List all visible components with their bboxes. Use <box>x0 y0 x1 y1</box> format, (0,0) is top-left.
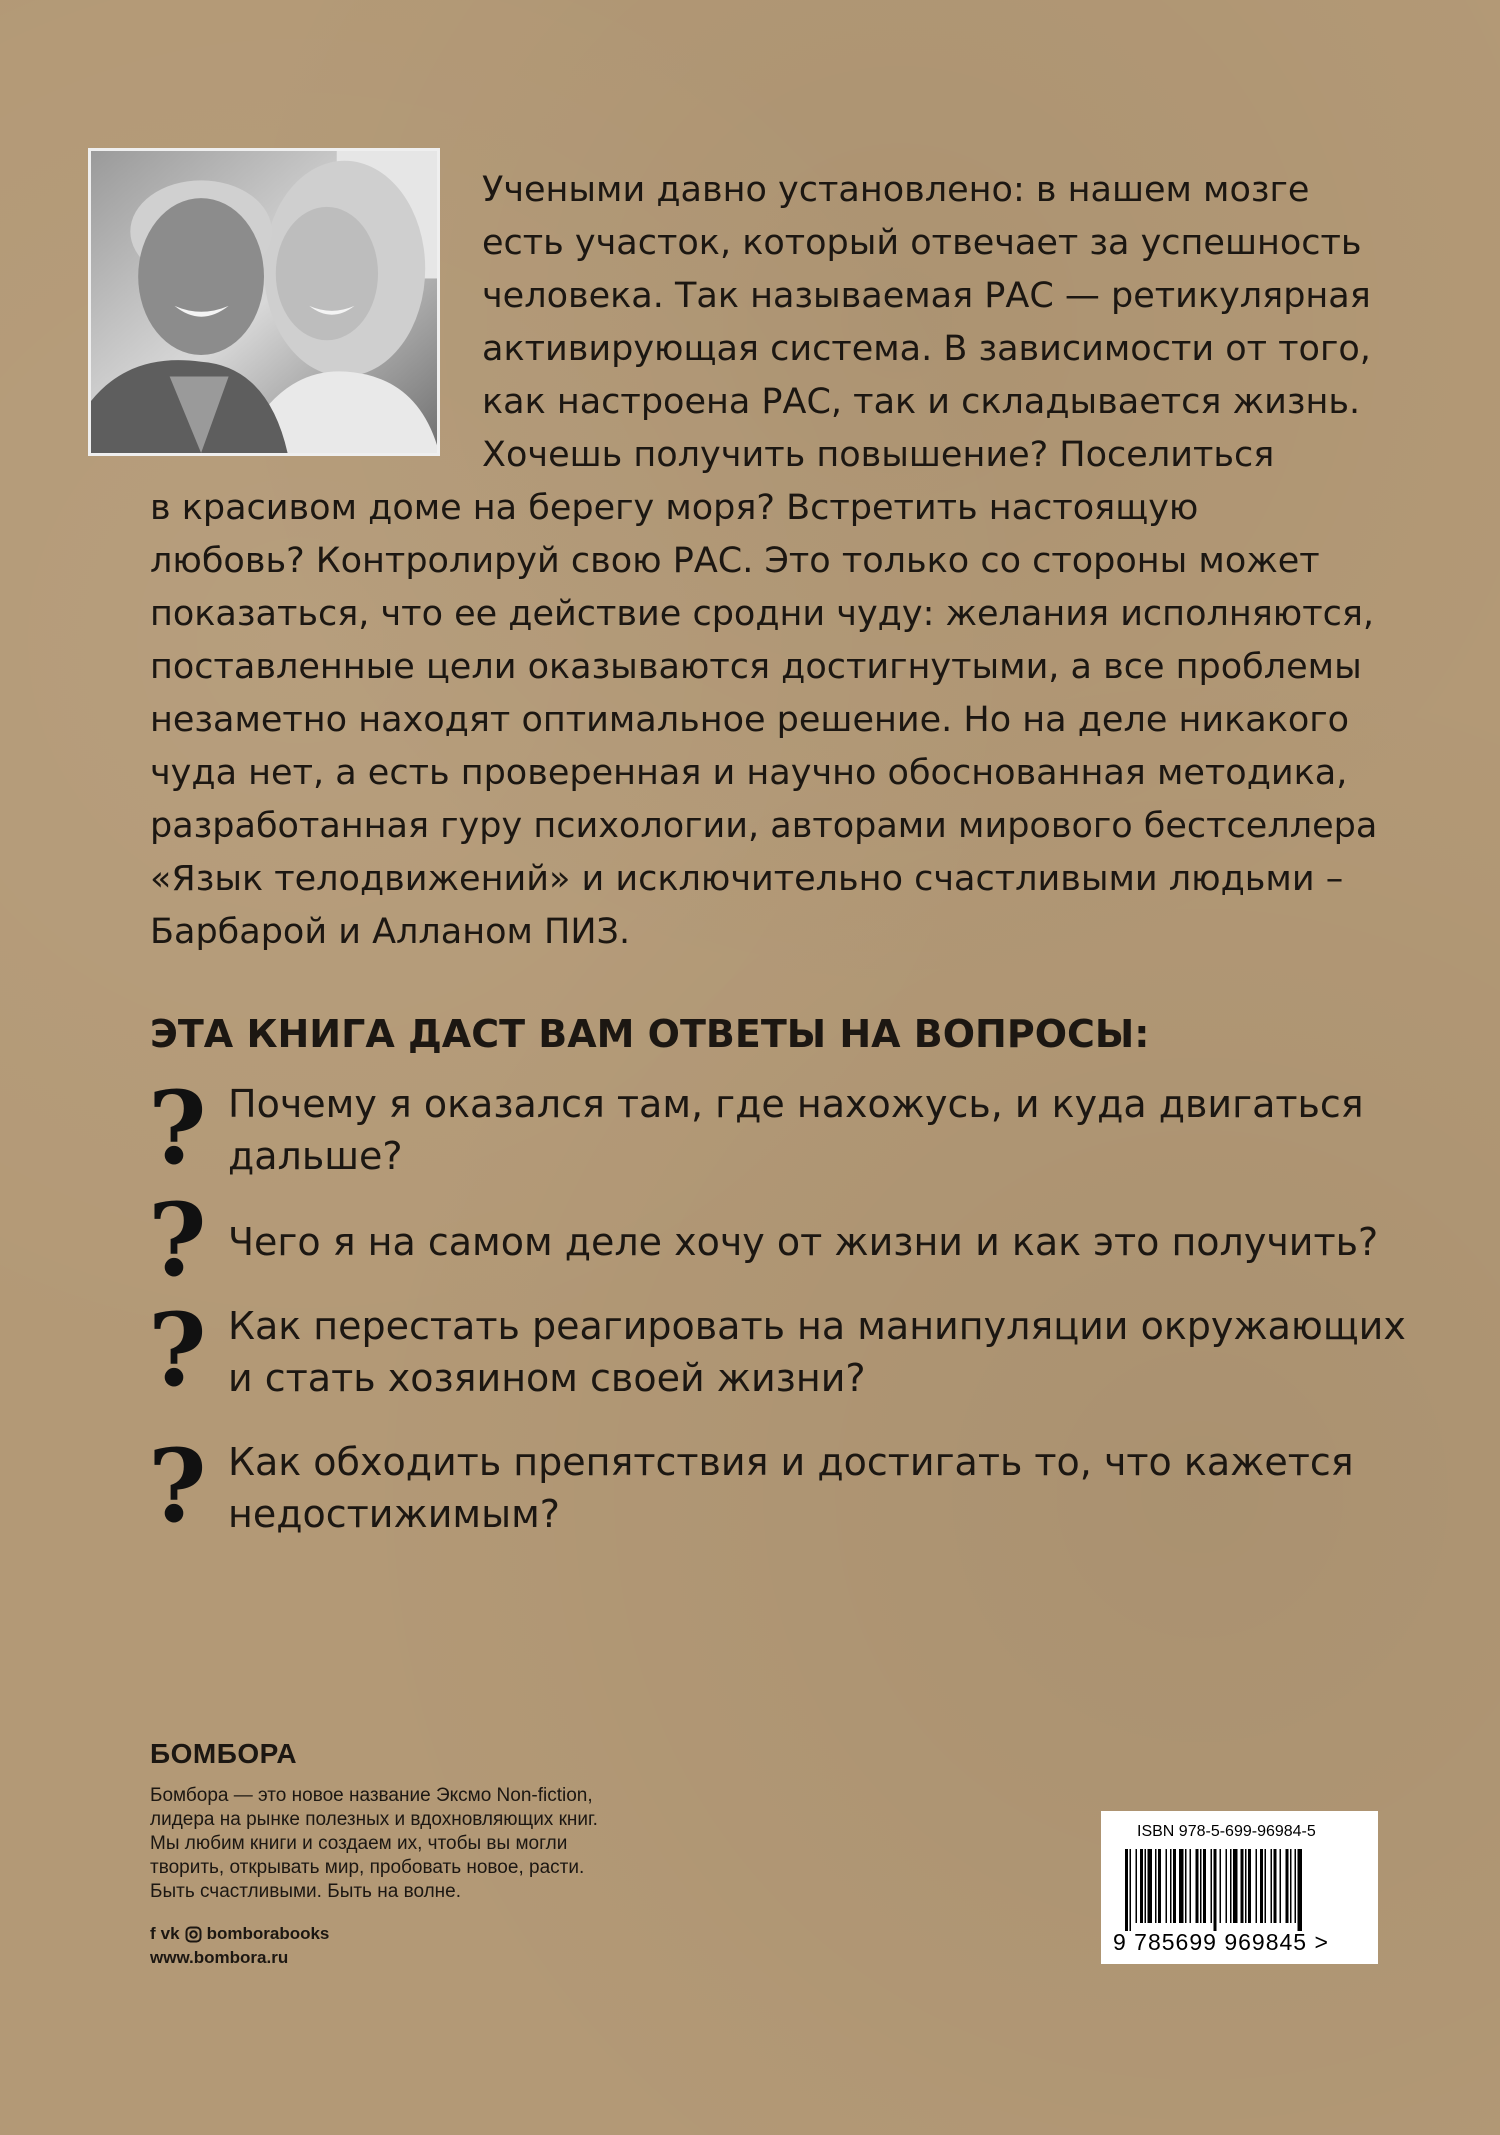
author-photo-image <box>91 151 437 453</box>
question-mark-icon: ? <box>148 1181 207 1299</box>
author-photo <box>88 148 440 456</box>
description-line: незаметно находят оптимальное решение. Но на деле никакого <box>150 700 1350 740</box>
isbn-label: ISBN 978-5-699-96984-5 <box>1137 1823 1316 1840</box>
social-links <box>150 1924 329 1944</box>
instagram-icon[interactable] <box>185 1926 202 1943</box>
publisher-blurb-line: Быть счастливыми. Быть на волне. <box>150 1881 462 1902</box>
question-mark-icon: ? <box>148 1069 207 1187</box>
website-link[interactable]: www.bombora.ru <box>150 1948 289 1967</box>
publisher-blurb-line: творить, открывать мир, пробовать новое, расти. <box>150 1857 585 1878</box>
publisher-blurb-line: Бомбора — это новое название Эксмо Non-fiction, <box>150 1785 593 1806</box>
description-line: активирующая система. В зависимости от того, <box>482 329 1371 369</box>
publisher-logo: БОМБОРА <box>150 1738 298 1769</box>
question-mark-icon: ? <box>148 1427 207 1545</box>
isbn-digits: 9 785699 969845 > <box>1113 1929 1329 1955</box>
question-text: и стать хозяином своей жизни? <box>228 1356 866 1400</box>
question-text: недостижимым? <box>228 1492 560 1536</box>
question-text: Как обходить препятствия и достигать то, что кажется <box>228 1440 1354 1484</box>
question-text: Как перестать реагировать на манипуляции окружающих <box>228 1304 1406 1348</box>
description-line: Барбарой и Алланом ПИЗ. <box>150 912 631 952</box>
description-line: в красивом доме на берегу моря? Встретить настоящую <box>150 488 1199 528</box>
description-line: поставленные цели оказываются достигнутыми, а все проблемы <box>150 647 1362 687</box>
description-line: как настроена РАС, так и складывается жизнь. <box>482 382 1361 422</box>
description-line: человека. Так называемая РАС — ретикулярная <box>482 276 1371 316</box>
question-text: дальше? <box>228 1134 403 1178</box>
publisher-blurb-line: Мы любим книги и создаем их, чтобы вы могли <box>150 1833 568 1854</box>
facebook-icon[interactable]: f <box>150 1924 156 1943</box>
description-line: разработанная гуру психологии, авторами мирового бестселлера <box>150 806 1378 846</box>
description-line: есть участок, который отвечает за успешность <box>482 223 1362 263</box>
description-line: «Язык телодвижений» и исключительно счастливыми людьми – <box>150 859 1344 899</box>
question-mark-icon: ? <box>148 1291 207 1409</box>
description-line: чуда нет, а есть проверенная и научно обоснованная методика, <box>150 753 1348 793</box>
social-handle[interactable]: bomborabooks <box>206 1924 330 1943</box>
description-line: показаться, что ее действие сродни чуду: желания исполняются, <box>150 594 1375 634</box>
description-line: Учеными давно установлено: в нашем мозге <box>482 170 1310 210</box>
isbn-barcode <box>1101 1811 1378 1964</box>
question-text: Чего я на самом деле хочу от жизни и как это получить? <box>228 1220 1379 1264</box>
description-line: любовь? Контролируй свою РАС. Это только со стороны может <box>150 541 1320 581</box>
description-line: Хочешь получить повышение? Поселиться <box>482 435 1275 475</box>
questions-heading: ЭТА КНИГА ДАСТ ВАМ ОТВЕТЫ НА ВОПРОСЫ: <box>150 1012 1150 1056</box>
question-text: Почему я оказался там, где нахожусь, и куда двигаться <box>228 1082 1364 1126</box>
publisher-blurb-line: лидера на рынке полезных и вдохновляющих книг. <box>150 1809 598 1830</box>
barcode-icon <box>1123 1849 1355 1931</box>
vk-icon[interactable]: vk <box>160 1924 180 1943</box>
